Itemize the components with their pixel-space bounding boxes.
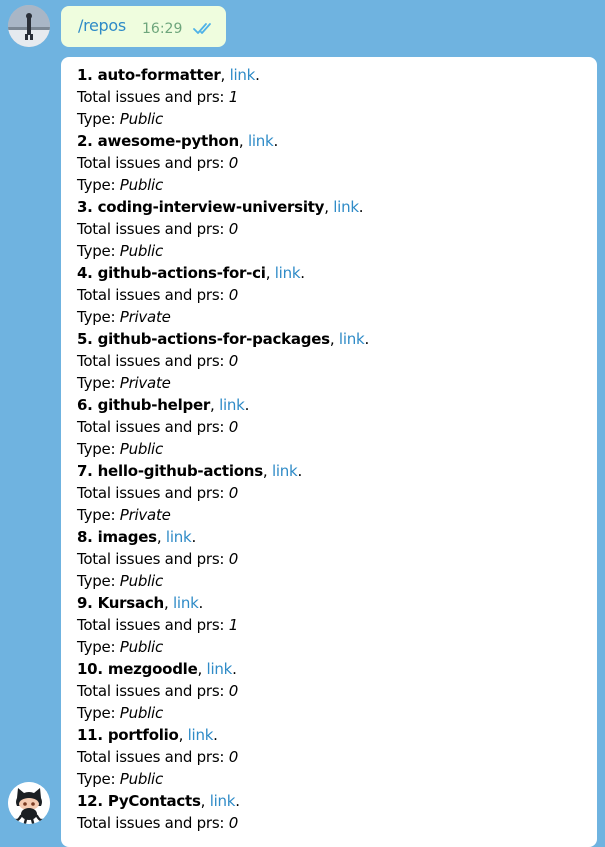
issues-line xyxy=(77,86,369,108)
repo-type: Public xyxy=(119,242,163,260)
repo-name: 4. github-actions-for-ci xyxy=(77,264,266,282)
repo-name: 9. Kursach xyxy=(77,594,164,612)
repo-name: 5. github-actions-for-packages xyxy=(77,330,330,348)
type-line xyxy=(77,636,369,658)
type-label: Type: xyxy=(77,638,120,656)
issues-count: 0 xyxy=(228,550,239,568)
repo-link[interactable]: link xyxy=(219,396,245,414)
repo-title-line xyxy=(77,196,369,218)
repo-title-line xyxy=(77,130,369,152)
issues-count: 0 xyxy=(228,220,239,238)
user-avatar[interactable] xyxy=(8,5,50,47)
issues-count: 0 xyxy=(228,484,239,502)
type-line xyxy=(77,570,369,592)
repo-title-line xyxy=(77,724,369,746)
repo-link[interactable]: link xyxy=(274,264,301,282)
period: . xyxy=(235,792,240,810)
period: . xyxy=(232,660,237,678)
repo-type: Private xyxy=(119,308,171,326)
repo-link[interactable]: link xyxy=(187,726,214,744)
repo-name: 7. hello-github-actions xyxy=(77,462,263,480)
issues-label: Total issues and prs: xyxy=(77,220,229,238)
repo-title-line xyxy=(77,394,369,416)
type-line xyxy=(77,372,369,394)
repo-link[interactable]: link xyxy=(271,462,298,480)
message-time: 16:29 xyxy=(142,21,183,37)
repo-name: 6. github-helper xyxy=(77,396,211,414)
comma: , xyxy=(163,594,173,612)
type-line xyxy=(77,438,369,460)
repo-title-line xyxy=(77,262,369,284)
comma: , xyxy=(238,132,248,150)
issues-count: 0 xyxy=(228,814,239,832)
octocat-icon xyxy=(8,782,50,824)
issues-label: Total issues and prs: xyxy=(77,352,229,370)
repo-list xyxy=(77,64,369,834)
repo-name: 8. images xyxy=(77,528,157,546)
repo-name: 11. portfolio xyxy=(77,726,179,744)
repo-name: 12. PyContacts xyxy=(77,792,201,810)
repo-name: 3. coding-interview-university xyxy=(77,198,325,216)
period: . xyxy=(364,330,369,348)
repo-type: Public xyxy=(119,638,163,656)
type-line xyxy=(77,768,369,790)
comma: , xyxy=(324,198,334,216)
repo-title-line xyxy=(77,526,369,548)
type-line xyxy=(77,108,369,130)
issues-line xyxy=(77,482,369,504)
comma: , xyxy=(197,660,207,678)
issues-line xyxy=(77,746,369,768)
repo-link[interactable]: link xyxy=(229,66,256,84)
period: . xyxy=(255,66,260,84)
issues-count: 0 xyxy=(228,418,239,436)
issues-label: Total issues and prs: xyxy=(77,88,229,106)
repo-link[interactable]: link xyxy=(333,198,359,216)
issues-count: 0 xyxy=(228,286,239,304)
type-line xyxy=(77,306,369,328)
type-label: Type: xyxy=(77,308,120,326)
type-label: Type: xyxy=(77,506,120,524)
repo-link[interactable]: link xyxy=(338,330,365,348)
issues-line xyxy=(77,416,369,438)
comma: , xyxy=(156,528,166,546)
type-label: Type: xyxy=(77,176,120,194)
issues-count: 0 xyxy=(228,154,239,172)
issues-line xyxy=(77,218,369,240)
issues-label: Total issues and prs: xyxy=(77,814,229,832)
issues-line xyxy=(77,152,369,174)
issues-line xyxy=(77,350,369,372)
repo-name: 10. mezgoodle xyxy=(77,660,198,678)
repo-title-line xyxy=(77,658,369,680)
issues-label: Total issues and prs: xyxy=(77,550,229,568)
period: . xyxy=(244,396,250,414)
period: . xyxy=(273,132,278,150)
issues-count: 0 xyxy=(228,352,239,370)
comma: , xyxy=(265,264,275,282)
comma: , xyxy=(200,792,210,810)
issues-label: Total issues and prs: xyxy=(77,616,229,634)
type-line xyxy=(77,240,369,262)
issues-count: 1 xyxy=(228,88,239,106)
type-label: Type: xyxy=(77,770,120,788)
repo-type: Public xyxy=(119,770,163,788)
issues-label: Total issues and prs: xyxy=(77,682,229,700)
repo-type: Public xyxy=(119,572,163,590)
issues-count: 1 xyxy=(228,616,239,634)
type-label: Type: xyxy=(77,374,120,392)
period: . xyxy=(191,528,196,546)
repo-link[interactable]: link xyxy=(247,132,274,150)
comma: , xyxy=(329,330,339,348)
issues-line xyxy=(77,284,369,306)
repo-link[interactable]: link xyxy=(165,528,192,546)
type-label: Type: xyxy=(77,242,120,260)
repo-type: Public xyxy=(119,176,163,194)
issues-line xyxy=(77,812,369,834)
repo-type: Public xyxy=(119,440,163,458)
type-line xyxy=(77,702,369,724)
repo-title-line xyxy=(77,592,369,614)
period: . xyxy=(358,198,364,216)
repo-type: Private xyxy=(119,374,171,392)
issues-line xyxy=(77,680,369,702)
repo-title-line xyxy=(77,64,369,86)
repo-title-line xyxy=(77,328,369,350)
type-label: Type: xyxy=(77,704,120,722)
issues-line xyxy=(77,548,369,570)
type-line xyxy=(77,504,369,526)
issues-label: Total issues and prs: xyxy=(77,286,229,304)
issues-count: 0 xyxy=(228,748,239,766)
repo-title-line xyxy=(77,790,369,812)
period: . xyxy=(198,594,204,612)
repo-link[interactable]: link xyxy=(172,594,199,612)
repo-type: Public xyxy=(119,704,163,722)
issues-line xyxy=(77,614,369,636)
bot-message-bubble[interactable] xyxy=(61,57,597,847)
period: . xyxy=(297,462,303,480)
issues-label: Total issues and prs: xyxy=(77,154,229,172)
period: . xyxy=(213,726,218,744)
repo-name: 2. awesome-python xyxy=(77,132,239,150)
bot-avatar[interactable] xyxy=(8,782,50,824)
type-line xyxy=(77,174,369,196)
comma: , xyxy=(262,462,272,480)
comma: , xyxy=(210,396,220,414)
user-photo-icon xyxy=(8,5,50,47)
issues-label: Total issues and prs: xyxy=(77,748,229,766)
issues-label: Total issues and prs: xyxy=(77,418,229,436)
repo-link[interactable]: link xyxy=(206,660,233,678)
issues-count: 0 xyxy=(228,682,239,700)
comma: , xyxy=(220,66,230,84)
comma: , xyxy=(178,726,188,744)
issues-label: Total issues and prs: xyxy=(77,484,229,502)
period: . xyxy=(300,264,305,282)
repo-link[interactable]: link xyxy=(209,792,236,810)
type-label: Type: xyxy=(77,110,120,128)
repo-title-line xyxy=(77,460,369,482)
repo-type: Private xyxy=(119,506,171,524)
double-check-read-icon xyxy=(193,22,215,36)
command-text[interactable]: /repos xyxy=(78,16,126,35)
outgoing-message-bubble[interactable] xyxy=(61,6,226,47)
repo-type: Public xyxy=(119,110,163,128)
repo-name: 1. auto-formatter xyxy=(77,66,221,84)
type-label: Type: xyxy=(77,572,120,590)
type-label: Type: xyxy=(77,440,120,458)
